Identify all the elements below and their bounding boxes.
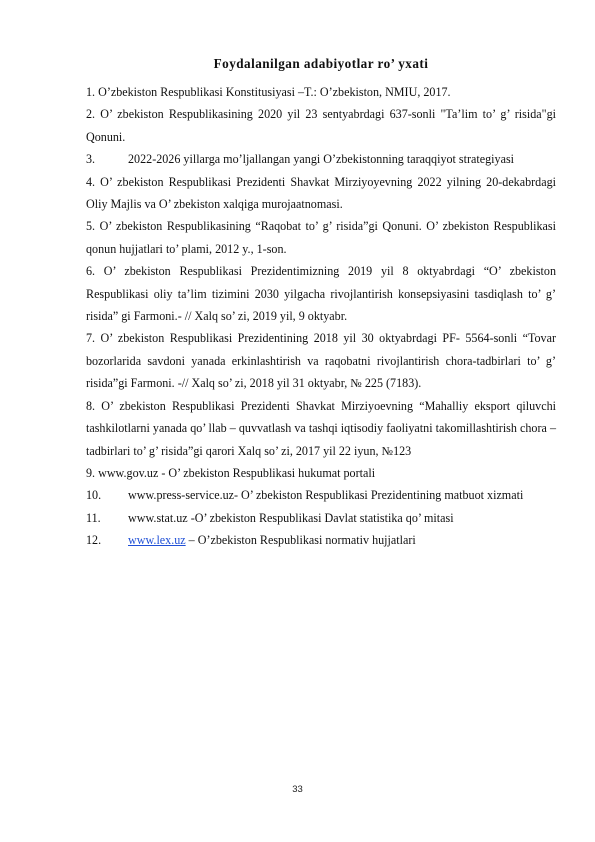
reference-item-7: 7. O’ zbekiston Respublikasi Prezidentining 2018 yil 30 oktyabrdagi PF- 5564-sonli “Tovar bozorlarida savdoni yanada erkinlashtirish va raqobatni rivojlantirish chora-tadbirlari to’ g’ risida”gi Farmoni. -// Xalq so’ zi, 2018 yil 31 oktyabr, № 225 (7183). [86,331,556,391]
reference-item-5: 5. O’ zbekiston Respublikasining “Raqobat to’ g’ risida”gi Qonuni. O’ zbekiston Respublikasi qonun hujjatlari to’ plami, 2012 y., 1-son. [86,219,556,256]
document-page [86,52,556,552]
reference-number: 10. [86,488,102,503]
reference-number: 11. [86,510,101,525]
page-number: 33 [292,784,303,795]
reference-item-8: 8. O’ zbekiston Respublikasi Prezidenti Shavkat Mirziyoevning “Mahalliy eksport qiluvchi tashkilotlarni yanada qo’ llab – quvvatlash va tashqi iqtisodiy faoliyatni takomillashtirish chora – tadbirlari to’ g’ risida”gi qarori Xalq so’ zi, 2017 yil 22 iyun, №123 [86,398,556,458]
reference-item-9: 9. www.gov.uz - O’ zbekiston Respublikasi hukumat portali [86,465,376,480]
reference-number: 3. [86,152,96,167]
page-title: Foydalanilgan adabiyotlar ro’ yxati [213,56,429,71]
reference-text: www.stat.uz -O’ zbekiston Respublikasi Davlat statistika qo’ mitasi [128,510,454,525]
reference-item-1: 1. O’zbekiston Respublikasi Konstitusiyasi –T.: O’zbekiston, NMIU, 2017. [86,85,451,99]
reference-text: – O’zbekiston Respublikasi normativ hujjatlari [185,533,416,548]
reference-item-12 [86,529,556,551]
reference-item-10 [86,484,556,506]
reference-item-6: 6. O’ zbekiston Respublikasi Prezidentimizning 2019 yil 8 oktyabrdagi “O’ zbekiston Respublikasi oliy ta’lim tizimini 2030 yilgacha rivojlantirish konsepsiyasini tasdiqlash to’ g’ risida” gi Farmoni.- // Xalq so’ zi, 2019 yil, 9 oktyabr. [86,264,556,324]
reference-item-3 [86,148,556,170]
reference-item-4: 4. O’ zbekiston Respublikasi Prezidenti Shavkat Mirziyoyevning 2022 yilning 20-dekabrdagi Oliy Majlis va O’ zbekiston xalqiga murojaatnomasi. [86,174,556,212]
reference-text: www.press-service.uz- O’ zbekiston Respublikasi Prezidentining matbuot xizmati [128,488,524,503]
reference-text: 2022-2026 yillarga mo’ljallangan yangi O’zbekistonning taraqqiyot strategiyasi [128,152,515,167]
reference-number: 12. [86,533,102,548]
reference-item-2: 2. O’ zbekiston Respublikasining 2020 yil 23 sentyabrdagi 637-sonli "Ta’lim to’ g’ risida"gi Qonuni. [86,107,556,144]
reference-item-11 [86,507,556,529]
lex-uz-link[interactable]: www.lex.uz [128,533,186,548]
